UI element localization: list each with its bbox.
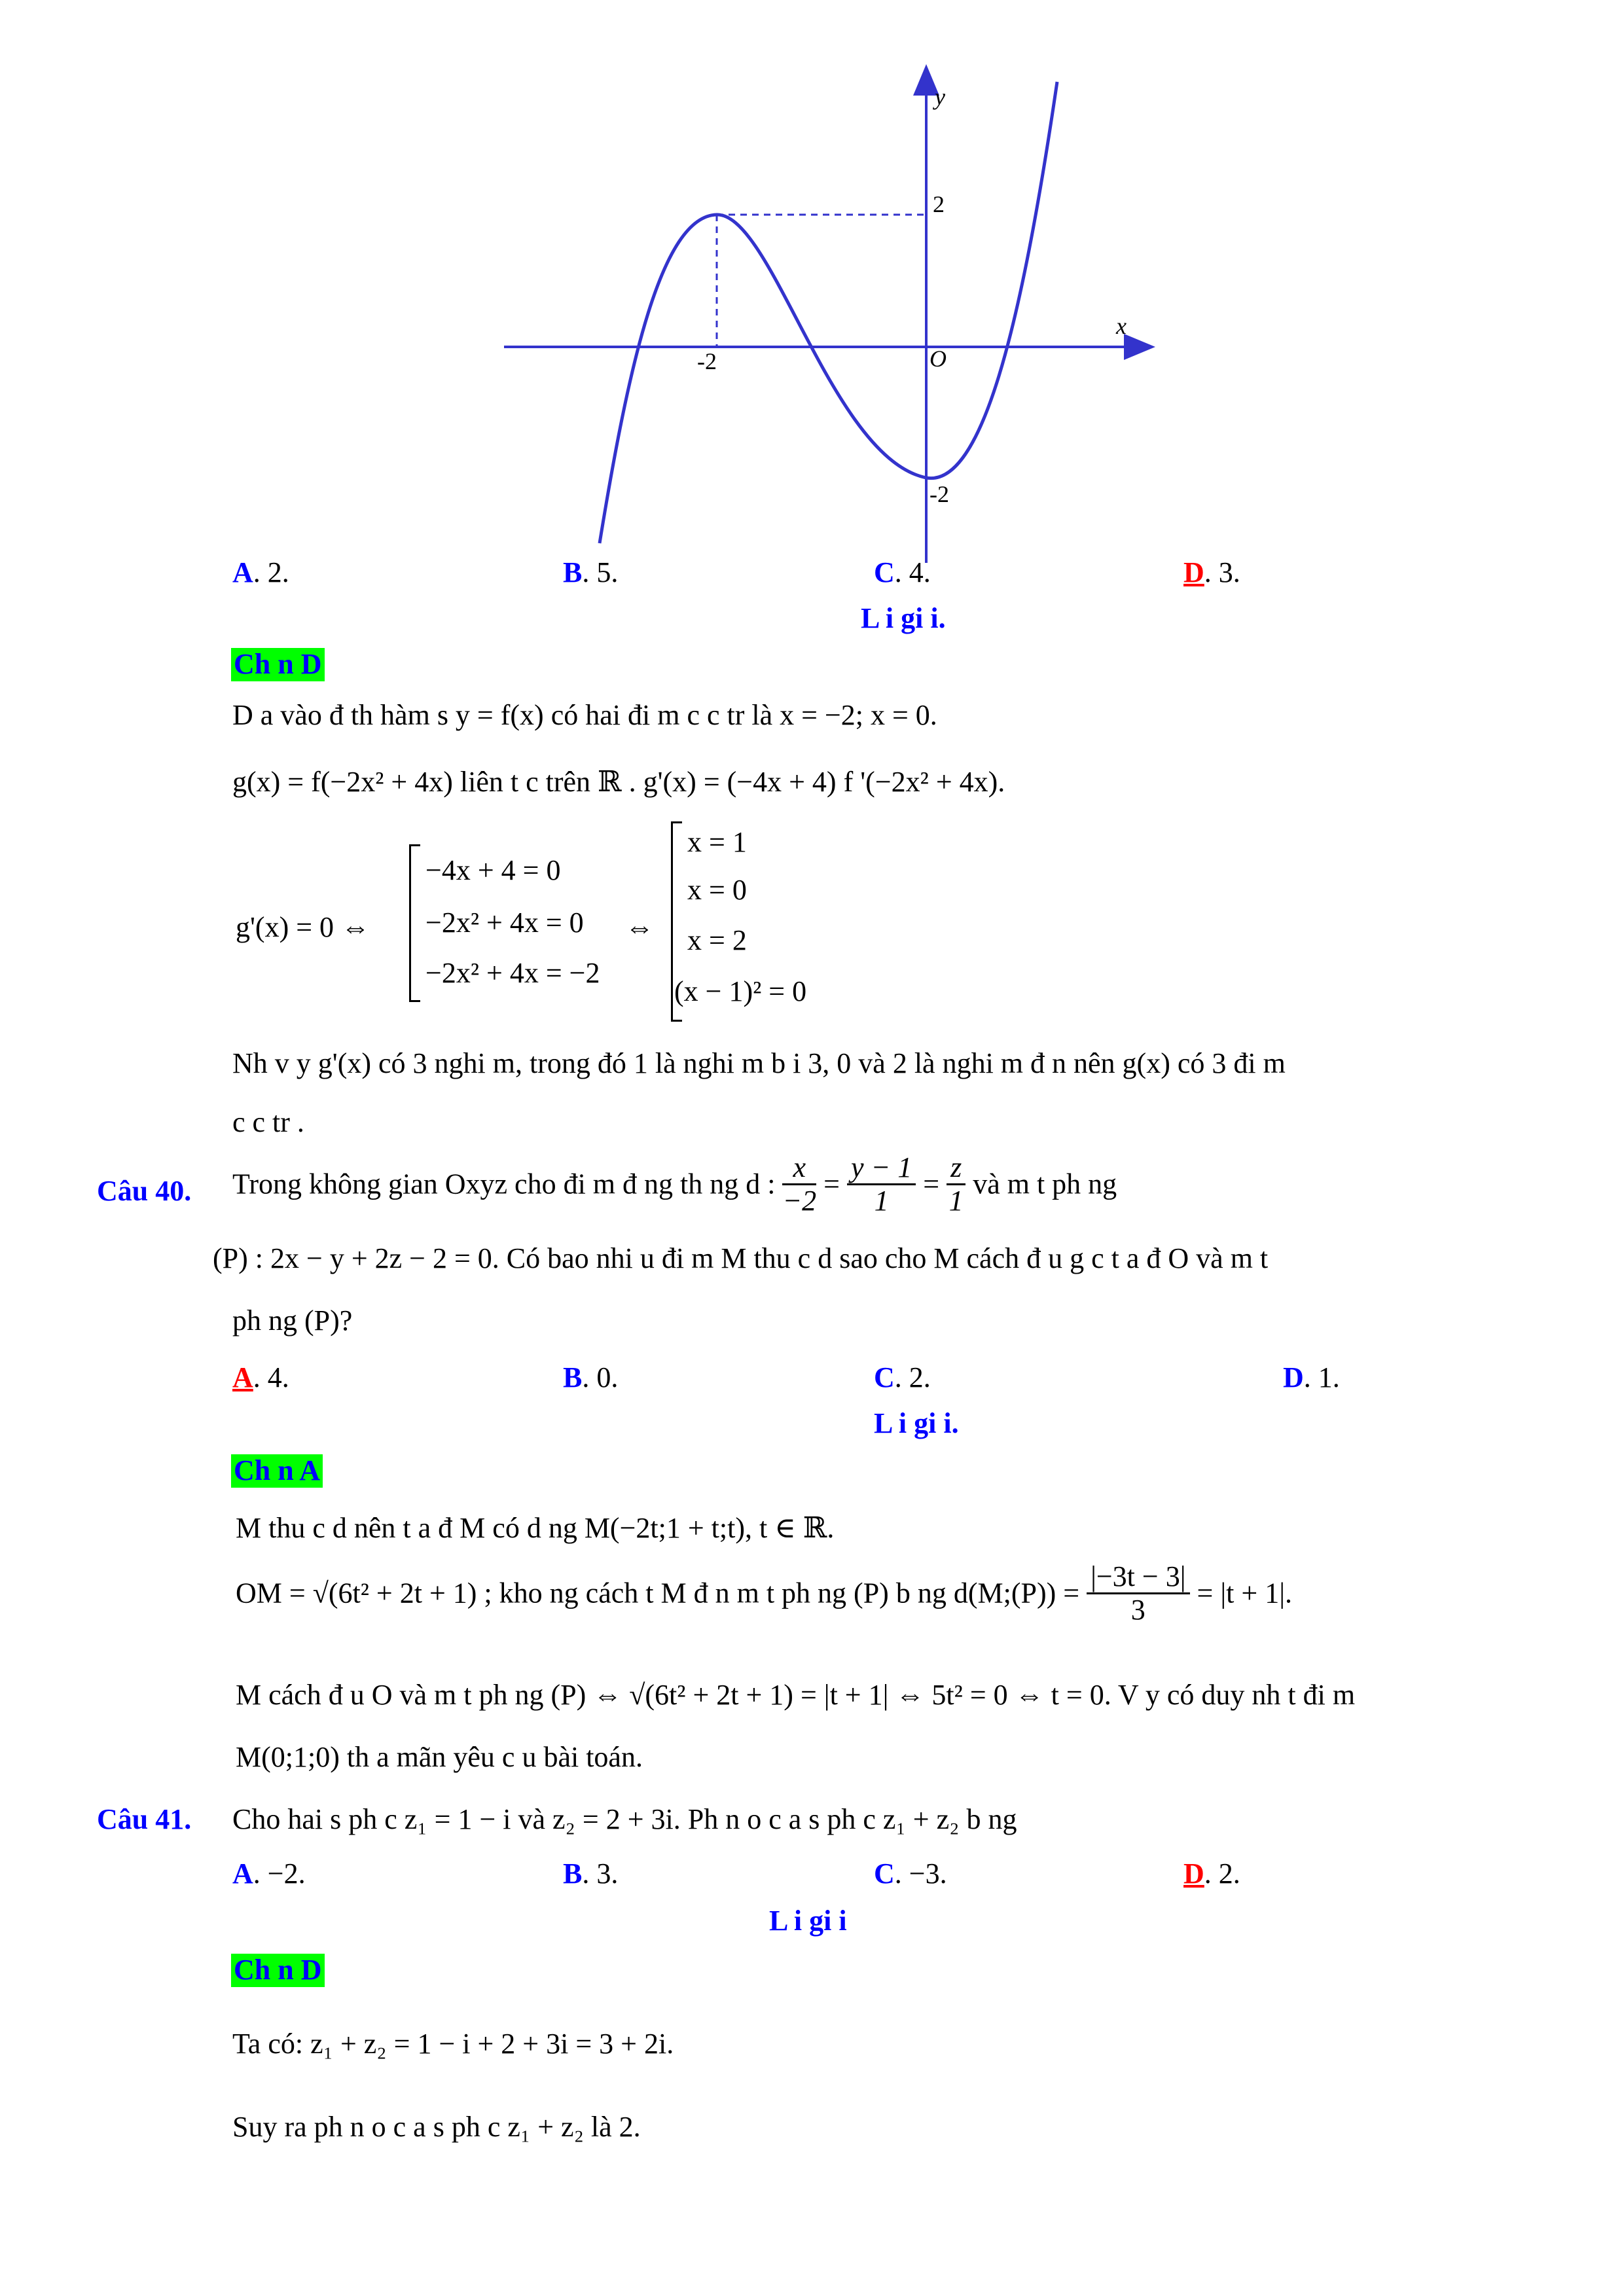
q40-option-c[interactable]: C. 2. bbox=[874, 1361, 931, 1393]
tick-y-neg2: -2 bbox=[929, 481, 949, 507]
q39-chosen-answer: Ch n D bbox=[231, 648, 325, 681]
q39-solution-title: L i gi i. bbox=[861, 602, 946, 634]
q40-option-b[interactable]: B. 0. bbox=[563, 1361, 619, 1393]
equivalence-arrow: ⇔ bbox=[625, 911, 654, 943]
origin-label: O bbox=[929, 346, 947, 372]
q40-sol-4: M(0;1;0) th a mãn yêu c u bài toán. bbox=[236, 1741, 643, 1773]
q40-option-d[interactable]: D. 1. bbox=[1283, 1361, 1340, 1393]
q40-frac-z: $\frac{z}{1}$ bbox=[947, 1152, 965, 1217]
case2-row3: x = 2 bbox=[687, 924, 747, 956]
q41-option-a[interactable]: A. −2. bbox=[232, 1857, 306, 1890]
q40-stem-c: (P) : 2x − y + 2z − 2 = 0. Có bao nhi u đi m M thu c d sao cho M cách đ u g c t a đ O và m t bbox=[213, 1242, 1269, 1274]
tick-y-2: 2 bbox=[933, 191, 945, 217]
q41-solution-title: L i gi i bbox=[769, 1905, 847, 1937]
q41-option-c[interactable]: C. −3. bbox=[874, 1857, 947, 1890]
case2-row2: x = 0 bbox=[687, 874, 747, 906]
cubic-graph bbox=[0, 0, 1624, 576]
x-axis-label: x bbox=[1116, 313, 1127, 339]
q40-solution-title: L i gi i. bbox=[874, 1407, 959, 1439]
q40-stem: Trong không gian Oxyz cho đi m đ ng th ng d : $\frac{x}{-2}$ = $\frac{y - 1}{1}$ = $\frac{z}{1}$ và m t ph ng bbox=[232, 1151, 1117, 1217]
q40-sol-3: M cách đ u O và m t ph ng (P) ⇔ √(6t² + 2t + 1) = |t + 1| ⇔ 5t² = 0 ⇔ t = 0. V y có duy nh t đi m bbox=[236, 1679, 1356, 1711]
case2-row4: (x − 1)² = 0 bbox=[674, 975, 807, 1007]
q41-option-d[interactable]: D. 2. bbox=[1183, 1857, 1240, 1890]
q40-stem-a: Trong không gian Oxyz cho đi m đ ng th ng d : bbox=[232, 1168, 776, 1200]
q41-sol-2: Suy ra ph n o c a s ph c z₁ + z₂ là 2. bbox=[232, 2111, 641, 2143]
case1-bracket bbox=[409, 844, 420, 1002]
q40-frac-x: $\frac{x}{-2}$ bbox=[782, 1151, 817, 1217]
q39-eq-left: g'(x) = 0 ⇔ bbox=[236, 911, 370, 943]
case1-row1: −4x + 4 = 0 bbox=[425, 854, 561, 886]
q39-conclusion-2: c c tr . bbox=[232, 1106, 304, 1138]
q40-stem-b: và m t ph ng bbox=[973, 1168, 1117, 1200]
q41-chosen-answer: Ch n D bbox=[231, 1954, 325, 1987]
q39-option-b[interactable]: B. 5. bbox=[563, 556, 619, 588]
case1-row2: −2x² + 4x = 0 bbox=[425, 906, 584, 939]
q39-conclusion-1: Nh v y g'(x) có 3 nghi m, trong đó 1 là nghi m b i 3, 0 và 2 là nghi m đ n nên g(x) có 3 đi m bbox=[232, 1047, 1286, 1079]
q39-option-d[interactable]: D. 3. bbox=[1183, 556, 1240, 588]
case2-row1: x = 1 bbox=[687, 826, 747, 858]
q39-line1: D a vào đ th hàm s y = f(x) có hai đi m c c tr là x = −2; x = 0. bbox=[232, 699, 937, 731]
q39-line2: g(x) = f(−2x² + 4x) liên t c trên ℝ . g'(x) = (−4x + 4) f '(−2x² + 4x). bbox=[232, 766, 1005, 798]
q41-stem: Cho hai s ph c z₁ = 1 − i và z₂ = 2 + 3i. Ph n o c a s ph c z₁ + z₂ b ng bbox=[232, 1803, 1017, 1835]
q40-frac-y: $\frac{y - 1}{1}$ bbox=[847, 1152, 916, 1217]
q41-option-b[interactable]: B. 3. bbox=[563, 1857, 619, 1890]
q40-sol-2: OM = √(6t² + 2t + 1) ; kho ng cách t M đ n m t ph ng (P) b ng d(M;(P)) = $\frac{|-3t - 3|}{3}$ = |t + 1|. bbox=[236, 1560, 1293, 1626]
tick-x-neg2: -2 bbox=[697, 348, 717, 374]
cubic-curve bbox=[600, 82, 1057, 543]
q41-label: Câu 41. bbox=[97, 1803, 192, 1835]
q39-option-a[interactable]: A. 2. bbox=[232, 556, 289, 588]
q41-sol-1: Ta có: z₁ + z₂ = 1 − i + 2 + 3i = 3 + 2i. bbox=[232, 2028, 674, 2060]
q40-distance-fraction: $\frac{|-3t - 3|}{3}$ bbox=[1087, 1561, 1189, 1626]
q39-option-c[interactable]: C. 4. bbox=[874, 556, 931, 588]
q40-sol-1: M thu c d nên t a đ M có d ng M(−2t;1 + t;t), t ∈ ℝ. bbox=[236, 1512, 835, 1544]
q40-option-a[interactable]: A. 4. bbox=[232, 1361, 289, 1393]
q40-label: Câu 40. bbox=[97, 1175, 192, 1207]
q40-stem-d: ph ng (P)? bbox=[232, 1304, 353, 1336]
y-axis-label: y bbox=[935, 84, 945, 110]
q40-chosen-answer: Ch n A bbox=[231, 1454, 323, 1488]
case1-row3: −2x² + 4x = −2 bbox=[425, 957, 600, 989]
